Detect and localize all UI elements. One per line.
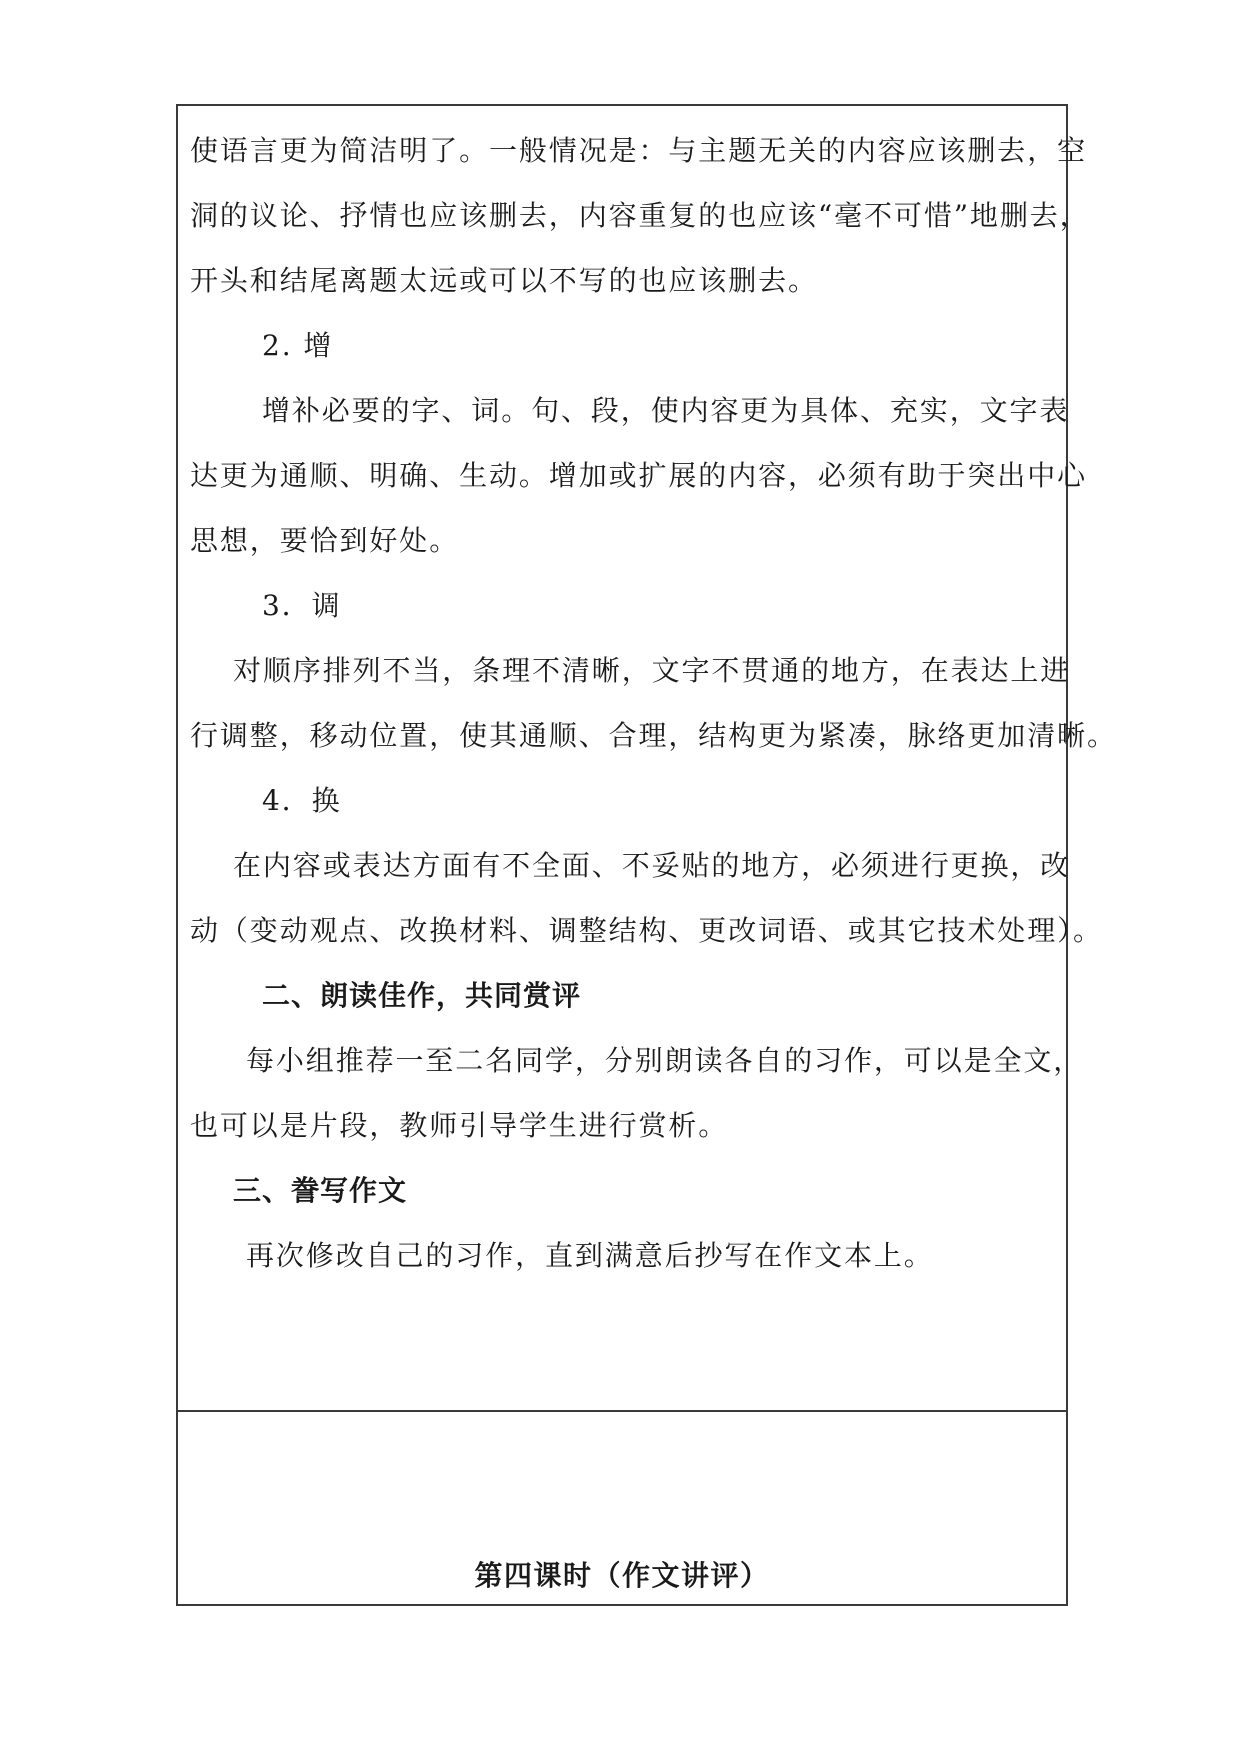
section-heading-reading: 二、朗读佳作，共同赏评	[262, 979, 582, 1012]
subheading-add: 2. 增	[262, 329, 334, 362]
subheading-replace: 4．换	[262, 784, 342, 817]
subheading-adjust: 3．调	[262, 589, 342, 622]
paragraph-line: 开头和结尾离题太远或可以不写的也应该删去。	[190, 264, 818, 297]
lesson-content-cell	[178, 106, 1117, 1412]
paragraph-line: 增补必要的字、词。句、段，使内容更为具体、充实，文字表	[262, 394, 1070, 427]
paragraph-line: 洞的议论、抒情也应该删去，内容重复的也应该“毫不可惜”地删去，	[190, 199, 1090, 232]
lesson-title: 第四课时（作文讲评）	[474, 1559, 770, 1592]
paragraph-line: 思想，要恰到好处。	[190, 524, 460, 557]
section-heading-copy: 三、誊写作文	[233, 1174, 408, 1207]
next-lesson-cell	[178, 1412, 1066, 1606]
paragraph-line: 达更为通顺、明确、生动。增加或扩展的内容，必须有助于突出中心	[190, 459, 1088, 492]
paragraph-line: 在内容或表达方面有不全面、不妥贴的地方，必须进行更换，改	[233, 849, 1071, 882]
paragraph-line: 每小组推荐一至二名同学，分别朗读各自的习作，可以是全文，	[246, 1044, 1084, 1077]
paragraph-line: 行调整，移动位置，使其通顺、合理，结构更为紧凑，脉络更加清晰。	[190, 719, 1117, 752]
paragraph-line: 使语言更为简洁明了。一般情况是：与主题无关的内容应该删去，空	[190, 134, 1088, 167]
paragraph-line: 也可以是片段，教师引导学生进行赏析。	[190, 1109, 729, 1142]
paragraph-line: 动（变动观点、改换材料、调整结构、更改词语、或其它技术处理）。	[190, 914, 1103, 947]
paragraph-line: 对顺序排列不当，条理不清晰，文字不贯通的地方，在表达上进	[233, 654, 1071, 687]
lesson-table	[176, 104, 1117, 1606]
paragraph-line: 再次修改自己的习作，直到满意后抄写在作文本上。	[246, 1239, 934, 1272]
